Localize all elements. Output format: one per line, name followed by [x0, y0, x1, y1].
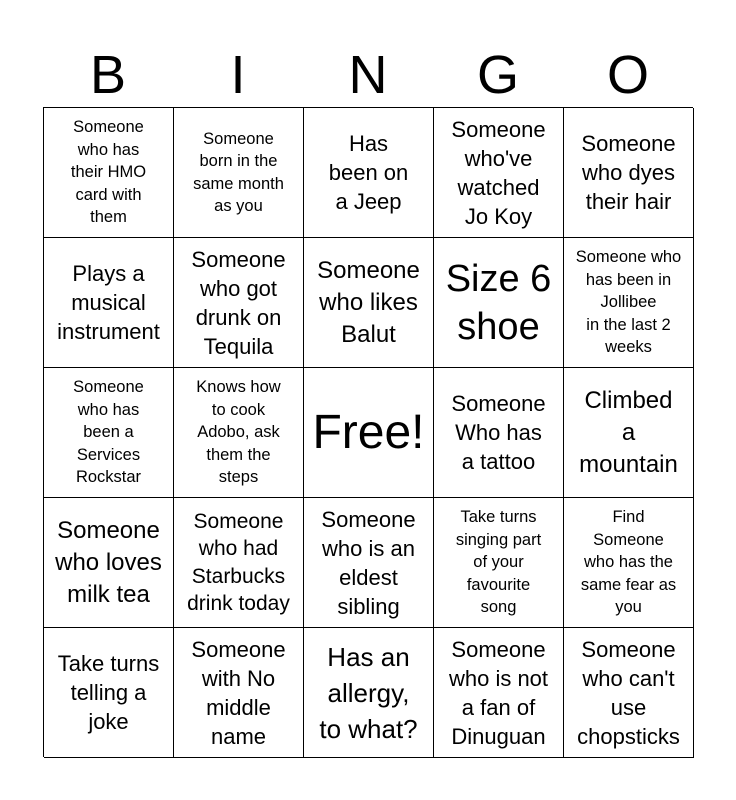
- bingo-cell[interactable]: Someone who dyes their hair: [564, 108, 694, 238]
- bingo-header: [43, 44, 693, 106]
- bingo-cell[interactable]: Climbed a mountain: [564, 368, 694, 498]
- bingo-cell[interactable]: Take turns singing part of your favourite song: [434, 498, 564, 628]
- bingo-cell[interactable]: Take turns telling a joke: [44, 628, 174, 758]
- bingo-cell[interactable]: Has an allergy, to what?: [304, 628, 434, 758]
- bingo-cell[interactable]: Find Someone who has the same fear as you: [564, 498, 694, 628]
- bingo-cell[interactable]: Someone who has their HMO card with them: [44, 108, 174, 238]
- bingo-cell[interactable]: Size 6 shoe: [434, 238, 564, 368]
- bingo-cell[interactable]: Someone Who has a tattoo: [434, 368, 564, 498]
- bingo-cell[interactable]: Someone with No middle name: [174, 628, 304, 758]
- header-letter-n: N: [348, 45, 388, 105]
- header-letter-b: B: [89, 45, 127, 105]
- bingo-card-grid: [43, 107, 693, 757]
- bingo-cell[interactable]: Someone who had Starbucks drink today: [174, 498, 304, 628]
- bingo-cell[interactable]: Knows how to cook Adobo, ask them the steps: [174, 368, 304, 498]
- bingo-cell[interactable]: Someone born in the same month as you: [174, 108, 304, 238]
- bingo-cell[interactable]: Has been on a Jeep: [304, 108, 434, 238]
- free-space-cell[interactable]: Free!: [304, 368, 434, 498]
- bingo-cell[interactable]: Plays a musical instrument: [44, 238, 174, 368]
- bingo-cell[interactable]: Someone who has been a Services Rockstar: [44, 368, 174, 498]
- bingo-cell[interactable]: Someone who've watched Jo Koy: [434, 108, 564, 238]
- header-letter-g: G: [476, 45, 519, 105]
- bingo-cell[interactable]: Someone who got drunk on Tequila: [174, 238, 304, 368]
- bingo-cell[interactable]: Someone who loves milk tea: [44, 498, 174, 628]
- bingo-cell[interactable]: Someone who likes Balut: [304, 238, 434, 368]
- bingo-cell[interactable]: Someone who can't use chopsticks: [564, 628, 694, 758]
- header-letter-o: O: [606, 45, 649, 105]
- header-letter-i: I: [230, 45, 246, 105]
- bingo-cell[interactable]: Someone who is not a fan of Dinuguan: [434, 628, 564, 758]
- bingo-cell[interactable]: Someone who has been in Jollibee in the last 2 weeks: [564, 238, 694, 368]
- bingo-cell[interactable]: Someone who is an eldest sibling: [304, 498, 434, 628]
